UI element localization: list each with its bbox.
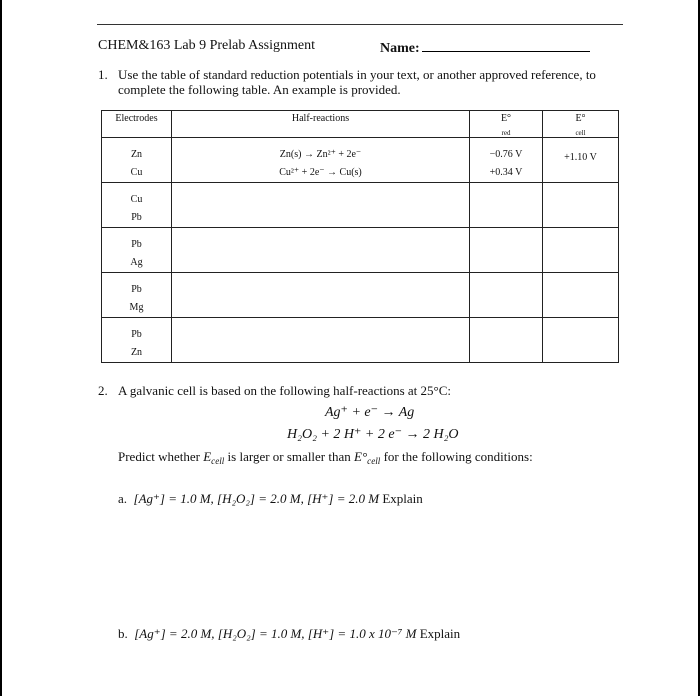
table-row bbox=[102, 228, 619, 273]
part-a-conditions: [Ag⁺] = 1.0 M, [H₂O₂] = 2.0 M, [H⁺] = 2.0 M bbox=[133, 491, 380, 506]
example-electrodes: Zn Cu bbox=[102, 138, 172, 183]
question-1 bbox=[98, 67, 618, 97]
example-e-red: −0.76 V +0.34 V bbox=[470, 138, 543, 183]
header-rule bbox=[97, 24, 623, 25]
name-blank-line[interactable] bbox=[422, 38, 590, 52]
part-b bbox=[118, 626, 460, 642]
row-2-electrodes: Pb Ag bbox=[102, 228, 172, 273]
half-reaction-peroxide: H₂O₂ + 2 H⁺ + 2 e⁻ → 2 H₂O bbox=[287, 427, 459, 442]
question-1-text: Use the table of standard reduction potentials in your text, or another approved reference, to complete the following table. An example is provided. bbox=[118, 67, 596, 97]
header-e-red: E° $_{red}$ bbox=[470, 111, 543, 138]
predict-instruction: Predict whether $E_{cell}$ is larger or smaller than $E^\circ_{cell}$ for the following conditions: bbox=[118, 449, 533, 466]
row-4-e-cell-cell[interactable] bbox=[543, 318, 619, 363]
header-e-cell: E° $_{cell}$ bbox=[543, 111, 619, 138]
row-1-e-red-cell[interactable] bbox=[470, 183, 543, 228]
header-electrodes: Electrodes bbox=[102, 111, 172, 138]
row-4-electrodes: Pb Zn bbox=[102, 318, 172, 363]
row-3-electrodes: Pb Mg bbox=[102, 273, 172, 318]
name-field[interactable] bbox=[380, 38, 590, 57]
table-row-example bbox=[102, 138, 619, 183]
header-half-reactions: Half-reactions bbox=[172, 111, 470, 138]
row-2-e-red-cell[interactable] bbox=[470, 228, 543, 273]
row-2-e-cell-cell[interactable] bbox=[543, 228, 619, 273]
assignment-title: CHEM&163 Lab 9 Prelab Assignment bbox=[98, 38, 315, 53]
part-a-explain: Explain bbox=[382, 491, 423, 506]
table-row bbox=[102, 273, 619, 318]
name-label: Name: bbox=[380, 41, 420, 56]
reduction-potential-table bbox=[101, 110, 619, 363]
part-b-explain: Explain bbox=[419, 626, 461, 641]
question-2-text: A galvanic cell is based on the following half-reactions at 25°C: bbox=[118, 383, 451, 398]
part-a-label: a. bbox=[118, 491, 128, 506]
row-3-half-reactions-cell[interactable] bbox=[172, 273, 470, 318]
example-e-cell: +1.10 V bbox=[543, 138, 619, 183]
row-3-e-red-cell[interactable] bbox=[470, 273, 543, 318]
left-border bbox=[0, 0, 2, 696]
half-reaction-silver: Ag⁺ + e⁻ → Ag bbox=[325, 405, 415, 420]
row-1-e-cell-cell[interactable] bbox=[543, 183, 619, 228]
row-4-half-reactions-cell[interactable] bbox=[172, 318, 470, 363]
part-b-conditions: [Ag⁺] = 2.0 M, [H₂O₂] = 1.0 M, [H⁺] = 1.0 x 10⁻⁷ M bbox=[134, 626, 417, 641]
table-header-row bbox=[102, 111, 619, 138]
table-row bbox=[102, 183, 619, 228]
table-row bbox=[102, 318, 619, 363]
row-2-half-reactions-cell[interactable] bbox=[172, 228, 470, 273]
row-1-half-reactions-cell[interactable] bbox=[172, 183, 470, 228]
part-a bbox=[118, 491, 423, 507]
example-half-reactions: Zn(s) → Zn²⁺ + 2e⁻ Cu²⁺ + 2e⁻ → Cu(s) bbox=[172, 138, 470, 183]
question-1-number: 1. bbox=[98, 67, 108, 82]
part-b-label: b. bbox=[118, 626, 128, 641]
row-1-electrodes: Cu Pb bbox=[102, 183, 172, 228]
question-2-number: 2. bbox=[98, 383, 108, 398]
row-4-e-red-cell[interactable] bbox=[470, 318, 543, 363]
row-3-e-cell-cell[interactable] bbox=[543, 273, 619, 318]
